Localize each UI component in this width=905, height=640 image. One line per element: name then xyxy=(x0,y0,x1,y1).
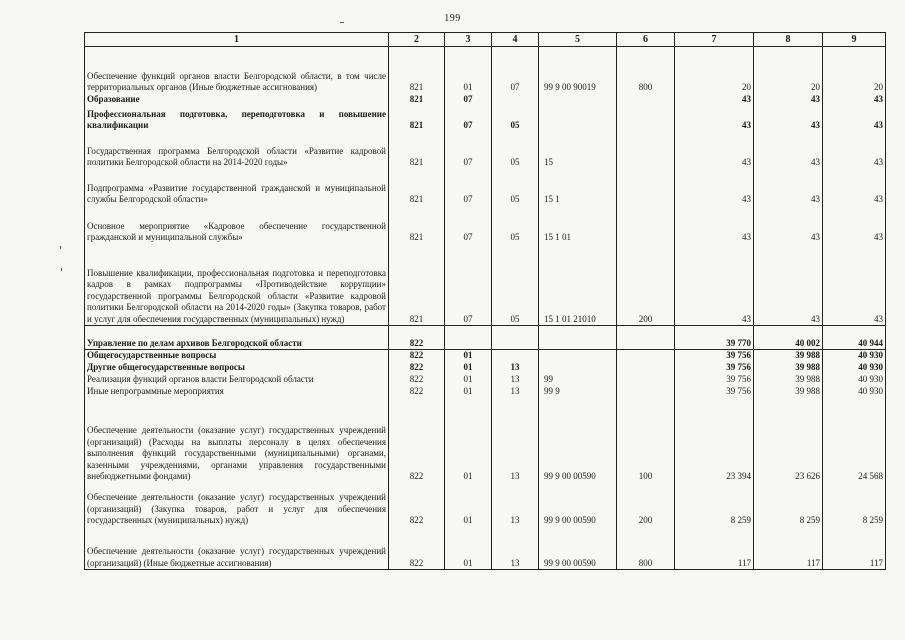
budget-table xyxy=(84,32,886,570)
expense-type-cell: 800 xyxy=(617,527,675,570)
target-article-cell xyxy=(539,362,617,374)
amount-year1-cell: 43 xyxy=(675,206,754,244)
column-header: 8 xyxy=(754,33,823,47)
amount-year1-cell: 39 756 xyxy=(675,362,754,374)
expense-name-cell: Обеспечение деятельности (оказание услуг) государственных учреждений (организаций) (Иные бюджетные ассигнования) xyxy=(85,527,389,570)
amount-year3-cell: 117 xyxy=(823,527,886,570)
target-article-cell: 15 1 xyxy=(539,169,617,206)
subsection-code-cell: 13 xyxy=(492,483,539,527)
scan-mark xyxy=(61,268,62,271)
target-article-cell: 15 xyxy=(539,132,617,169)
section-code-cell: 07 xyxy=(445,169,492,206)
ministry-code-cell: 822 xyxy=(389,527,445,570)
amount-year1-cell: 39 770 xyxy=(675,326,754,350)
section-code-cell: 01 xyxy=(445,398,492,483)
section-code-cell: 07 xyxy=(445,94,492,106)
expense-name-cell: Образование xyxy=(85,94,389,106)
amount-year1-cell: 39 756 xyxy=(675,374,754,386)
expense-type-cell: 200 xyxy=(617,483,675,527)
expense-type-cell xyxy=(617,362,675,374)
table-row xyxy=(85,483,886,527)
expense-type-cell xyxy=(617,350,675,362)
amount-year3-cell: 43 xyxy=(823,94,886,106)
amount-year2-cell: 39 988 xyxy=(754,374,823,386)
ministry-code-cell: 821 xyxy=(389,47,445,94)
amount-year3-cell: 24 568 xyxy=(823,398,886,483)
section-code-cell: 07 xyxy=(445,244,492,326)
amount-year1-cell: 43 xyxy=(675,244,754,326)
ministry-code-cell: 822 xyxy=(389,374,445,386)
expense-name-cell: Другие общегосударственные вопросы xyxy=(85,362,389,374)
table-body xyxy=(85,47,886,570)
expense-type-cell xyxy=(617,326,675,350)
subsection-code-cell: 13 xyxy=(492,362,539,374)
table-row xyxy=(85,132,886,169)
expense-type-cell: 200 xyxy=(617,244,675,326)
amount-year1-cell: 117 xyxy=(675,527,754,570)
amount-year2-cell: 117 xyxy=(754,527,823,570)
amount-year1-cell: 39 756 xyxy=(675,350,754,362)
expense-type-cell: 100 xyxy=(617,398,675,483)
expense-name-cell: Повышение квалификации, профессиональная подготовка и переподготовка кадров в рамках подпрограммы «Противодействие коррупции» государственной программы Белгородской области «Развитие кадровой политики Белгородской области на 2014-2020 годы» (Закупка товаров, работ и услуг для обеспечения государственных (муниципальных) нужд) xyxy=(85,244,389,326)
subsection-code-cell: 13 xyxy=(492,398,539,483)
table-row xyxy=(85,326,886,350)
table-row xyxy=(85,94,886,106)
ministry-code-cell: 821 xyxy=(389,132,445,169)
column-header: 9 xyxy=(823,33,886,47)
ministry-code-cell: 821 xyxy=(389,244,445,326)
table-row xyxy=(85,386,886,398)
scan-mark xyxy=(340,22,344,23)
amount-year1-cell: 43 xyxy=(675,132,754,169)
ministry-code-cell: 821 xyxy=(389,169,445,206)
amount-year3-cell: 40 944 xyxy=(823,326,886,350)
expense-name-cell: Обеспечение деятельности (оказание услуг) государственных учреждений (организаций) (Закупка товаров, работ и услуг для обеспечения государственных (муниципальных) нужд) xyxy=(85,483,389,527)
column-header: 5 xyxy=(539,33,617,47)
table-row xyxy=(85,350,886,362)
header-row xyxy=(85,33,886,47)
amount-year1-cell: 43 xyxy=(675,94,754,106)
amount-year3-cell: 43 xyxy=(823,244,886,326)
target-article-cell: 99 9 00 00590 xyxy=(539,398,617,483)
expense-name-cell: Общегосударственные вопросы xyxy=(85,350,389,362)
expense-name-cell: Обеспечение функций органов власти Белгородской области, в том числе территориальных органов (Иные бюджетные ассигнования) xyxy=(85,47,389,94)
target-article-cell: 15 1 01 xyxy=(539,206,617,244)
section-code-cell: 07 xyxy=(445,106,492,132)
column-header: 6 xyxy=(617,33,675,47)
subsection-code-cell: 07 xyxy=(492,47,539,94)
subsection-code-cell: 05 xyxy=(492,169,539,206)
target-article-cell: 99 9 00 00590 xyxy=(539,527,617,570)
subsection-code-cell: 05 xyxy=(492,244,539,326)
section-code-cell: 01 xyxy=(445,386,492,398)
target-article-cell: 99 9 00 00590 xyxy=(539,483,617,527)
expense-name-cell: Обеспечение деятельности (оказание услуг) государственных учреждений (организаций) (Расходы на выплаты персоналу в целях обеспечения выполнения функций государственными (муниципальными) органами, казенными учреждениями, органами управления государственными внебюджетными фондами) xyxy=(85,398,389,483)
expense-type-cell xyxy=(617,206,675,244)
section-code-cell: 01 xyxy=(445,47,492,94)
table-row xyxy=(85,362,886,374)
column-header: 7 xyxy=(675,33,754,47)
amount-year3-cell: 40 930 xyxy=(823,386,886,398)
ministry-code-cell: 822 xyxy=(389,326,445,350)
target-article-cell xyxy=(539,106,617,132)
ministry-code-cell: 822 xyxy=(389,350,445,362)
column-header: 1 xyxy=(85,33,389,47)
amount-year1-cell: 20 xyxy=(675,47,754,94)
table-row xyxy=(85,106,886,132)
amount-year2-cell: 43 xyxy=(754,169,823,206)
expense-type-cell xyxy=(617,386,675,398)
table-row xyxy=(85,244,886,326)
expense-type-cell xyxy=(617,106,675,132)
subsection-code-cell: 13 xyxy=(492,374,539,386)
amount-year3-cell: 43 xyxy=(823,132,886,169)
column-header: 3 xyxy=(445,33,492,47)
section-code-cell: 07 xyxy=(445,206,492,244)
amount-year3-cell: 8 259 xyxy=(823,483,886,527)
table-row xyxy=(85,169,886,206)
ministry-code-cell: 821 xyxy=(389,94,445,106)
expense-name-cell: Основное мероприятие «Кадровое обеспечение государственной гражданской и муниципальной службы» xyxy=(85,206,389,244)
target-article-cell: 99 xyxy=(539,374,617,386)
amount-year2-cell: 43 xyxy=(754,106,823,132)
subsection-code-cell: 13 xyxy=(492,386,539,398)
subsection-code-cell xyxy=(492,350,539,362)
amount-year2-cell: 43 xyxy=(754,244,823,326)
subsection-code-cell: 13 xyxy=(492,527,539,570)
ministry-code-cell: 822 xyxy=(389,386,445,398)
amount-year3-cell: 20 xyxy=(823,47,886,94)
amount-year3-cell: 43 xyxy=(823,169,886,206)
target-article-cell: 99 9 xyxy=(539,386,617,398)
section-code-cell: 01 xyxy=(445,374,492,386)
expense-name-cell: Управление по делам архивов Белгородской области xyxy=(85,326,389,350)
expense-type-cell xyxy=(617,94,675,106)
amount-year3-cell: 40 930 xyxy=(823,374,886,386)
subsection-code-cell: 05 xyxy=(492,106,539,132)
target-article-cell: 15 1 01 21010 xyxy=(539,244,617,326)
amount-year3-cell: 40 930 xyxy=(823,350,886,362)
amount-year2-cell: 43 xyxy=(754,132,823,169)
expense-type-cell xyxy=(617,374,675,386)
amount-year3-cell: 43 xyxy=(823,106,886,132)
expense-name-cell: Подпрограмма «Развитие государственной гражданской и муниципальной службы Белгородской области» xyxy=(85,169,389,206)
amount-year2-cell: 40 002 xyxy=(754,326,823,350)
amount-year2-cell: 43 xyxy=(754,206,823,244)
table-row xyxy=(85,47,886,94)
expense-name-cell: Государственная программа Белгородской области «Развитие кадровой политики Белгородской области на 2014-2020 годы» xyxy=(85,132,389,169)
scan-mark xyxy=(60,246,61,249)
target-article-cell: 99 9 00 90019 xyxy=(539,47,617,94)
section-code-cell: 07 xyxy=(445,132,492,169)
expense-type-cell xyxy=(617,132,675,169)
target-article-cell xyxy=(539,350,617,362)
amount-year1-cell: 43 xyxy=(675,169,754,206)
amount-year2-cell: 39 988 xyxy=(754,386,823,398)
column-header: 2 xyxy=(389,33,445,47)
amount-year2-cell: 23 626 xyxy=(754,398,823,483)
ministry-code-cell: 821 xyxy=(389,206,445,244)
subsection-code-cell: 05 xyxy=(492,206,539,244)
amount-year2-cell: 20 xyxy=(754,47,823,94)
amount-year1-cell: 23 394 xyxy=(675,398,754,483)
section-code-cell: 01 xyxy=(445,527,492,570)
page-number: 199 xyxy=(444,13,461,24)
amount-year3-cell: 40 930 xyxy=(823,362,886,374)
section-code-cell: 01 xyxy=(445,362,492,374)
section-code-cell: 01 xyxy=(445,483,492,527)
table-row xyxy=(85,527,886,570)
amount-year1-cell: 8 259 xyxy=(675,483,754,527)
target-article-cell xyxy=(539,326,617,350)
amount-year1-cell: 43 xyxy=(675,106,754,132)
amount-year2-cell: 43 xyxy=(754,94,823,106)
amount-year2-cell: 39 988 xyxy=(754,350,823,362)
section-code-cell xyxy=(445,326,492,350)
ministry-code-cell: 822 xyxy=(389,398,445,483)
ministry-code-cell: 822 xyxy=(389,362,445,374)
expense-name-cell: Реализация функций органов власти Белгородской области xyxy=(85,374,389,386)
ministry-code-cell: 821 xyxy=(389,106,445,132)
expense-name-cell: Профессиональная подготовка, переподготовка и повышение квалификации xyxy=(85,106,389,132)
subsection-code-cell xyxy=(492,94,539,106)
expense-type-cell xyxy=(617,169,675,206)
amount-year3-cell: 43 xyxy=(823,206,886,244)
table-row xyxy=(85,374,886,386)
subsection-code-cell xyxy=(492,326,539,350)
section-code-cell: 01 xyxy=(445,350,492,362)
subsection-code-cell: 05 xyxy=(492,132,539,169)
column-header: 4 xyxy=(492,33,539,47)
target-article-cell xyxy=(539,94,617,106)
table-row xyxy=(85,206,886,244)
amount-year2-cell: 8 259 xyxy=(754,483,823,527)
expense-type-cell: 800 xyxy=(617,47,675,94)
table-row xyxy=(85,398,886,483)
amount-year1-cell: 39 756 xyxy=(675,386,754,398)
ministry-code-cell: 822 xyxy=(389,483,445,527)
amount-year2-cell: 39 988 xyxy=(754,362,823,374)
expense-name-cell: Иные непрограммные мероприятия xyxy=(85,386,389,398)
